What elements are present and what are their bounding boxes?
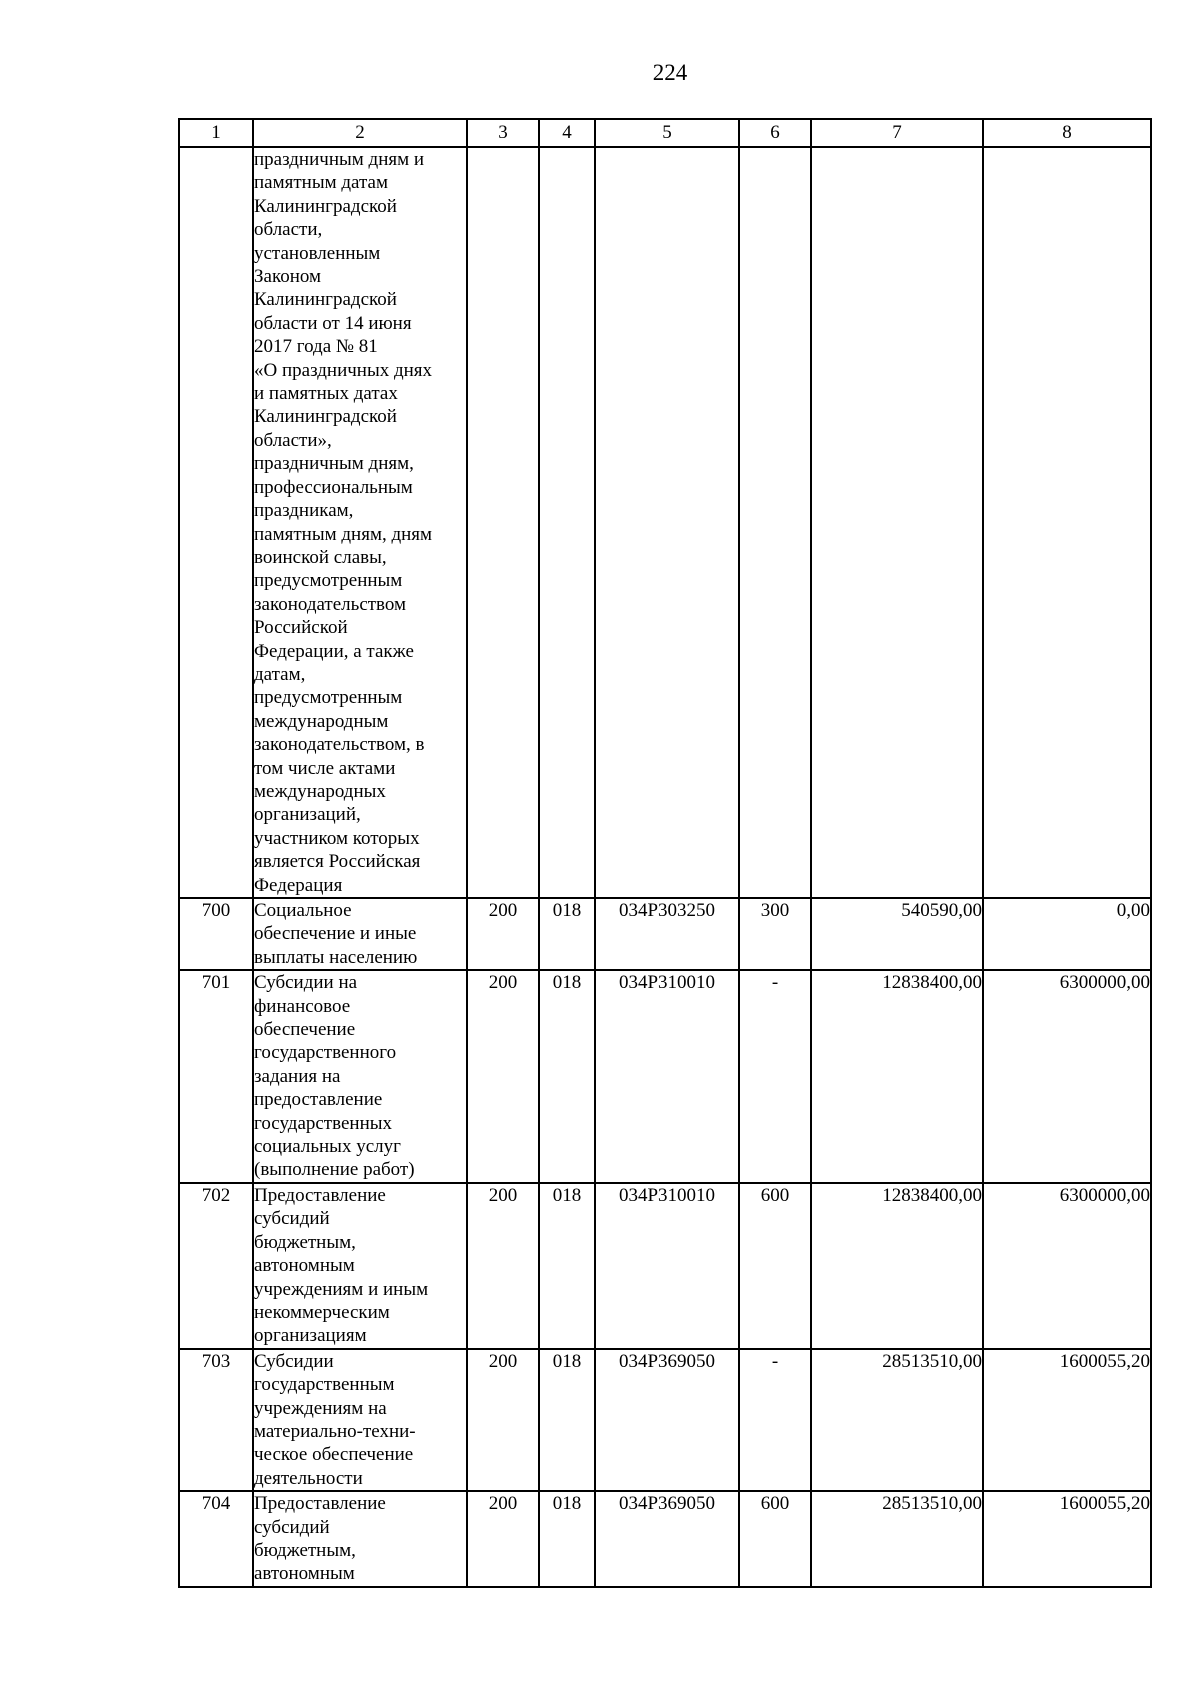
item-name-line: Российской <box>254 617 348 639</box>
item-name-line: Предоставление <box>254 1493 386 1515</box>
item-name-line: воинской славы, <box>254 546 387 568</box>
code-cell <box>467 147 539 898</box>
amount-cell: 28513510,00 <box>811 1491 983 1587</box>
item-name-line: Калининградской <box>254 406 397 428</box>
item-name-line: Калининградской <box>254 289 397 311</box>
item-name-line: субсидий <box>254 1516 330 1538</box>
code-cell <box>539 147 595 898</box>
row-number-cell <box>179 147 253 898</box>
item-name-line: социальных услуг <box>254 1136 401 1158</box>
table-row <box>179 970 1151 1183</box>
item-name-line: предусмотренным <box>254 570 403 592</box>
code-cell: 600 <box>739 1491 811 1587</box>
item-name-line: (выполнение работ) <box>254 1159 415 1181</box>
item-name-line: деятельности <box>254 1467 363 1489</box>
code-cell: 034Р303250 <box>595 898 739 970</box>
code-cell: 200 <box>467 1491 539 1587</box>
item-name-line: некоммерческим <box>254 1301 390 1323</box>
item-name-line: материально-техни- <box>254 1420 416 1442</box>
item-name-line: финансовое <box>254 995 351 1017</box>
column-header: 4 <box>539 119 595 147</box>
item-name-line: законодательством, в <box>254 734 425 756</box>
item-name-cell <box>253 1183 467 1349</box>
amount-cell: 6300000,00 <box>983 1183 1151 1349</box>
item-name-line: профессиональным <box>254 476 413 498</box>
item-name-line: обеспечение и иные <box>254 923 417 945</box>
code-cell: 034Р369050 <box>595 1349 739 1491</box>
table-row <box>179 1349 1151 1491</box>
item-name-line: установленным <box>254 242 381 264</box>
item-name-line: законодательством <box>254 593 407 615</box>
row-number-cell: 701 <box>179 970 253 1183</box>
column-header: 1 <box>179 119 253 147</box>
item-name-line: ческое обеспечение <box>254 1444 414 1466</box>
code-cell: 034Р369050 <box>595 1491 739 1587</box>
table-row <box>179 1491 1151 1587</box>
table-row <box>179 1183 1151 1349</box>
code-cell: 600 <box>739 1183 811 1349</box>
item-name-line: области от 14 июня <box>254 312 412 334</box>
item-name-line: организациям <box>254 1325 367 1347</box>
column-header: 7 <box>811 119 983 147</box>
item-name-line: учреждениям и иным <box>254 1278 429 1300</box>
item-name-line: Субсидии на <box>254 972 358 994</box>
column-header: 5 <box>595 119 739 147</box>
code-cell: 200 <box>467 898 539 970</box>
table-body <box>179 147 1151 1587</box>
item-name-line: бюджетным, <box>254 1539 356 1561</box>
item-name-line: Калининградской <box>254 195 397 217</box>
column-header: 2 <box>253 119 467 147</box>
amount-cell: 12838400,00 <box>811 1183 983 1349</box>
item-name-line: «О праздничных днях <box>254 359 433 381</box>
item-name-cell <box>253 970 467 1183</box>
item-name-line: и памятных датах <box>254 383 398 405</box>
item-name-line: том числе актами <box>254 757 396 779</box>
row-number-cell: 703 <box>179 1349 253 1491</box>
code-cell <box>595 147 739 898</box>
item-name-line: памятным дням, дням <box>254 523 433 545</box>
item-name-line: предоставление <box>254 1089 383 1111</box>
item-name-line: праздникам, <box>254 500 354 522</box>
row-number-cell: 702 <box>179 1183 253 1349</box>
item-name-cell <box>253 1349 467 1491</box>
item-name-line: является Российская <box>254 851 421 873</box>
item-name-line: автономным <box>254 1563 355 1585</box>
item-name-line: предусмотренным <box>254 687 403 709</box>
code-cell: 034Р310010 <box>595 970 739 1183</box>
item-name-cell <box>253 1491 467 1587</box>
item-name-line: задания на <box>254 1065 341 1087</box>
item-name-line: памятным датам <box>254 172 388 194</box>
code-cell <box>739 147 811 898</box>
code-cell: 200 <box>467 970 539 1183</box>
amount-cell: 0,00 <box>983 898 1151 970</box>
row-number-cell: 704 <box>179 1491 253 1587</box>
code-cell: 300 <box>739 898 811 970</box>
item-name-line: учреждениям на <box>254 1397 387 1419</box>
item-name-line: Социальное <box>254 900 352 921</box>
table-row <box>179 898 1151 970</box>
amount-cell <box>811 147 983 898</box>
item-name-line: субсидий <box>254 1208 330 1230</box>
item-name-cell <box>253 147 467 898</box>
item-name-cell <box>253 898 467 970</box>
column-header: 8 <box>983 119 1151 147</box>
code-cell: - <box>739 1349 811 1491</box>
row-number-cell: 700 <box>179 898 253 970</box>
item-name-line: обеспечение <box>254 1019 356 1041</box>
item-name-line: 2017 года № 81 <box>254 336 378 358</box>
column-header: 6 <box>739 119 811 147</box>
item-name-line: международным <box>254 710 389 732</box>
amount-cell <box>983 147 1151 898</box>
code-cell: 018 <box>539 1183 595 1349</box>
code-cell: 200 <box>467 1183 539 1349</box>
code-cell: 018 <box>539 898 595 970</box>
item-name-line: Субсидии <box>254 1350 334 1372</box>
item-name-line: государственных <box>254 1112 393 1134</box>
code-cell: - <box>739 970 811 1183</box>
item-name-line: бюджетным, <box>254 1231 356 1253</box>
amount-cell: 12838400,00 <box>811 970 983 1183</box>
item-name-line: Предоставление <box>254 1184 386 1206</box>
amount-cell: 1600055,20 <box>983 1349 1151 1491</box>
item-name-line: участником которых <box>254 827 420 849</box>
item-name-line: международных <box>254 780 386 802</box>
column-header: 3 <box>467 119 539 147</box>
item-name-line: автономным <box>254 1255 355 1277</box>
table-header-row <box>179 119 1151 147</box>
amount-cell: 540590,00 <box>811 898 983 970</box>
code-cell: 018 <box>539 1491 595 1587</box>
table-row <box>179 147 1151 898</box>
amount-cell: 1600055,20 <box>983 1491 1151 1587</box>
code-cell: 034Р310010 <box>595 1183 739 1349</box>
code-cell: 200 <box>467 1349 539 1491</box>
code-cell: 018 <box>539 970 595 1183</box>
item-name-line: праздничным дням и <box>254 149 425 170</box>
item-name-line: государственного <box>254 1042 397 1064</box>
item-name-line: датам, <box>254 663 306 685</box>
item-name-line: праздничным дням, <box>254 453 414 475</box>
item-name-line: области», <box>254 429 332 451</box>
item-name-line: выплаты населению <box>254 946 418 968</box>
page-number: 224 <box>652 60 688 85</box>
item-name-line: Федерация <box>254 874 343 896</box>
amount-cell: 28513510,00 <box>811 1349 983 1491</box>
budget-table <box>178 118 1152 1588</box>
item-name-line: Законом <box>254 266 322 288</box>
code-cell: 018 <box>539 1349 595 1491</box>
amount-cell: 6300000,00 <box>983 970 1151 1183</box>
item-name-line: государственным <box>254 1374 395 1396</box>
item-name-line: Федерации, а также <box>254 640 414 662</box>
item-name-line: организаций, <box>254 804 361 826</box>
item-name-line: области, <box>254 219 323 241</box>
